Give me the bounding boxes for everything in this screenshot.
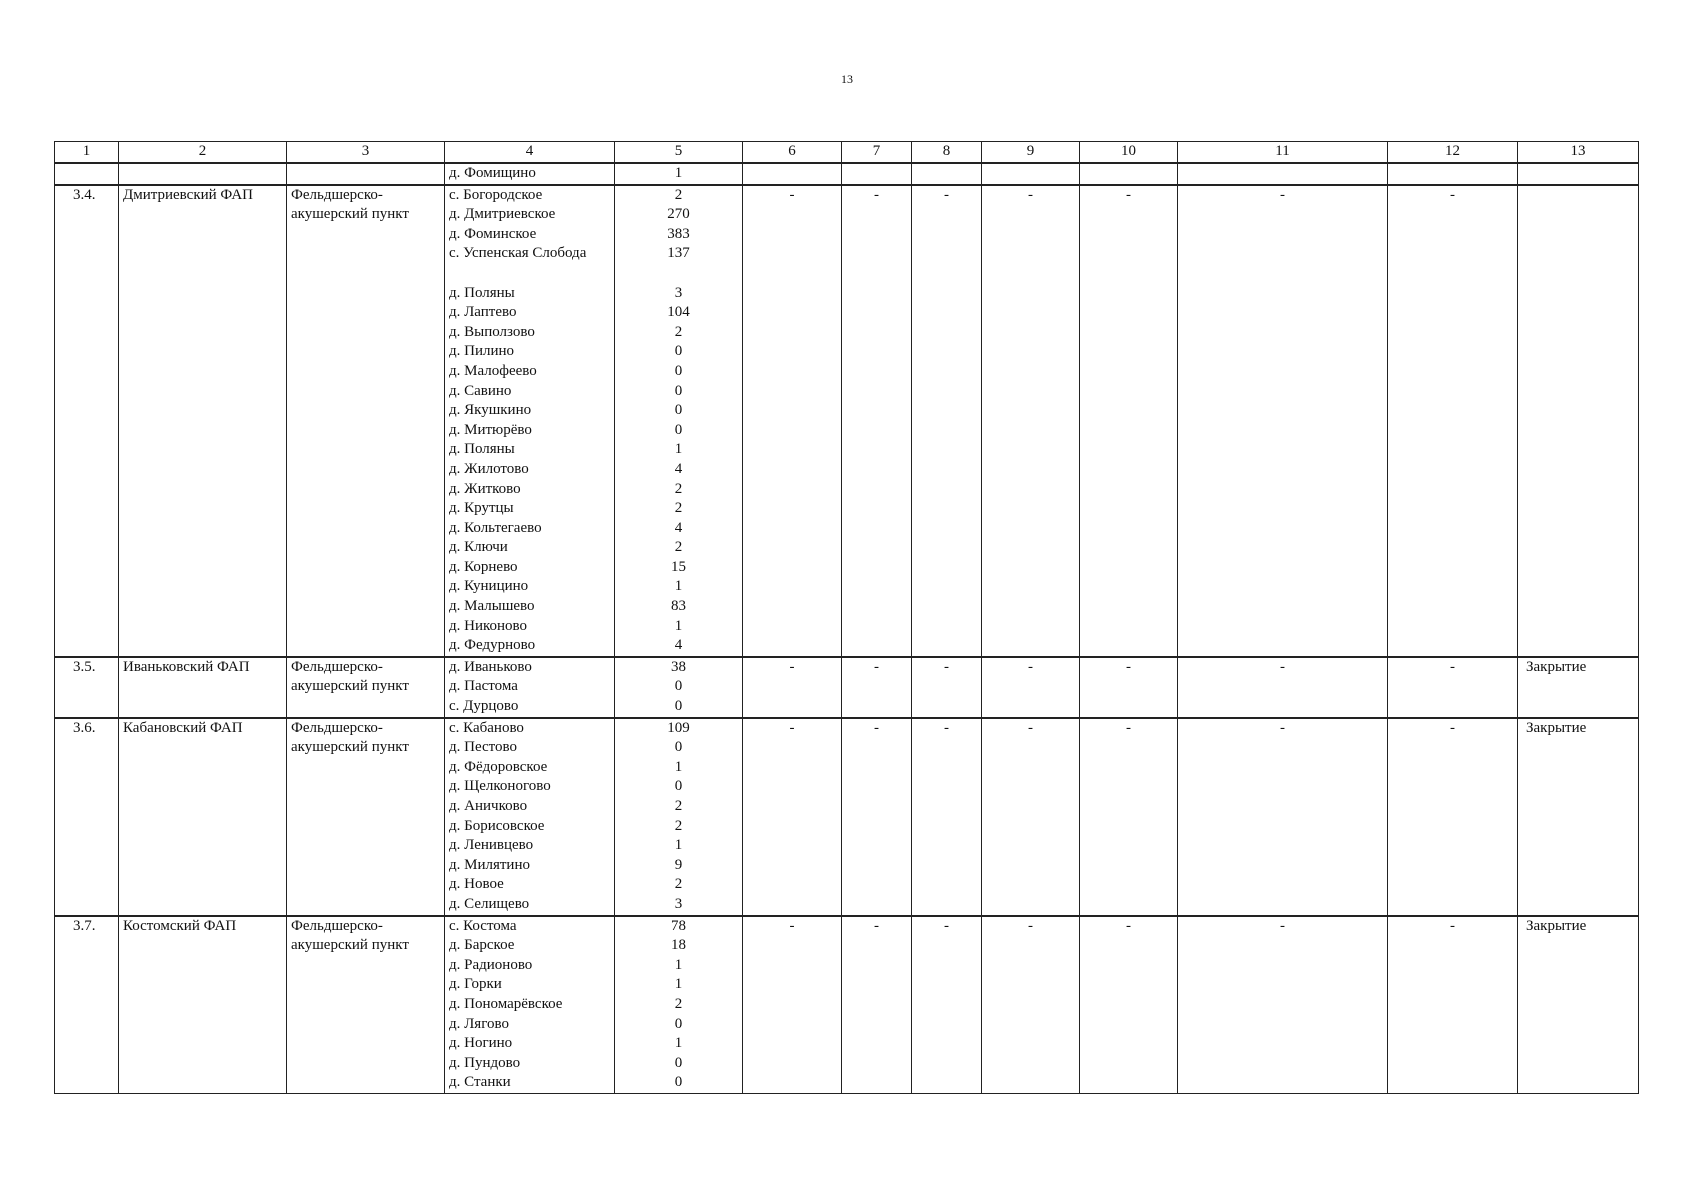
dash-cell: - [982, 916, 1080, 1094]
population-value: 4 [674, 519, 683, 536]
settlement-name: с. Успенская Слобода [449, 245, 587, 262]
note-cell: Закрытие [1518, 916, 1639, 1094]
facility-type: Фельдшерско-акушерский пункт [287, 185, 445, 657]
settlement-name: д. Лаптево [449, 304, 517, 321]
settlement-name: д. Савино [449, 382, 512, 399]
settlement-name: д. Ленивцево [449, 837, 534, 854]
settlements-cell [445, 718, 615, 916]
settlement-name: д. Фёдоровское [449, 758, 548, 775]
population-value: 1 [674, 1035, 683, 1052]
dash-cell: - [912, 916, 982, 1094]
population-value: 2 [674, 186, 683, 203]
population-value: 1 [674, 837, 683, 854]
settlement-name: д. Горки [449, 976, 502, 993]
population-value: 38 [671, 658, 686, 675]
settlement-name: д. Пилино [449, 343, 515, 360]
settlement-name: д. Ногино [449, 1035, 513, 1052]
header-cell: 10 [1080, 142, 1178, 164]
population-value: 0 [674, 1015, 683, 1032]
dash-cell: - [1178, 185, 1388, 657]
header-cell: 7 [842, 142, 912, 164]
facility-number: 3.4. [55, 185, 119, 657]
population-value: 4 [674, 460, 683, 477]
header-cell: 11 [1178, 142, 1388, 164]
page-number: 13 [841, 72, 853, 86]
population-value: 1 [674, 617, 683, 634]
dash-cell: - [842, 916, 912, 1094]
settlement-name: д. Лягово [449, 1015, 509, 1032]
population-value: 0 [674, 343, 683, 360]
settlement-name: д. Аничково [449, 798, 528, 814]
settlement-name: д. Фоминское [449, 225, 537, 242]
header-cell: 12 [1388, 142, 1518, 164]
settlement-name: д. Поляны [449, 284, 515, 301]
settlement-name: д. Крутцы [449, 500, 514, 517]
dash-cell: - [1178, 718, 1388, 916]
note-cell: Закрытие [1518, 657, 1639, 718]
facility-type: Фельдшерско-акушерский пункт [287, 718, 445, 916]
population-value: 2 [674, 798, 683, 814]
settlement-name: д. Фомищино [445, 163, 615, 185]
population-value: 0 [674, 698, 683, 715]
settlement-name: д. Никоново [449, 617, 528, 634]
population-value: 18 [671, 937, 686, 954]
dash-cell: - [1388, 916, 1518, 1094]
facility-row [55, 657, 1639, 718]
population-value: 0 [674, 739, 683, 756]
facilities-table [54, 141, 1639, 1094]
header-cell: 5 [615, 142, 743, 164]
settlement-name: д. Поляны [449, 441, 515, 458]
settlement-name: д. Жилотово [449, 460, 529, 477]
facility-name: Костомский ФАП [119, 916, 287, 1094]
population-value: 0 [674, 778, 683, 795]
dash-cell: - [743, 185, 842, 657]
header-cell: 6 [743, 142, 842, 164]
settlement-name: с. Богородское [449, 186, 543, 203]
dash-cell: - [842, 657, 912, 718]
population-value: 2 [674, 323, 683, 340]
settlements-cell [445, 185, 615, 657]
population-value: 4 [674, 637, 683, 654]
header-cell: 9 [982, 142, 1080, 164]
population-value: 0 [674, 1074, 683, 1091]
continuation-row [55, 163, 1639, 185]
settlement-name: д. Малышево [449, 598, 535, 615]
dash-cell: - [1080, 657, 1178, 718]
settlement-name: д. Новое [449, 876, 504, 893]
facility-type: Фельдшерско-акушерский пункт [287, 916, 445, 1094]
population-value: 2 [674, 539, 683, 556]
header-cell: 13 [1518, 142, 1639, 164]
settlement-name: д. Выползово [449, 323, 535, 340]
settlement-name: д. Барское [449, 937, 515, 954]
settlement-name: д. Пундово [449, 1054, 521, 1071]
settlement-name: д. Малофеево [449, 362, 537, 379]
dash-cell: - [743, 657, 842, 718]
dash-cell: - [1080, 718, 1178, 916]
population-value: 1 [674, 758, 683, 775]
population-value: 270 [667, 206, 690, 223]
settlement-name: д. Радионово [449, 956, 533, 973]
dash-cell: - [982, 185, 1080, 657]
population-value: 1 [615, 163, 743, 185]
facility-number: 3.6. [55, 718, 119, 916]
population-value: 2 [674, 500, 683, 517]
settlement-name: д. Якушкино [449, 402, 532, 419]
settlement-name: д. Ключи [449, 539, 508, 556]
settlement-name: д. Пестово [449, 739, 517, 756]
dash-cell: - [1388, 718, 1518, 916]
dash-cell: - [982, 657, 1080, 718]
population-cell [615, 657, 743, 718]
population-value: 1 [674, 441, 683, 458]
population-cell [615, 916, 743, 1094]
settlement-name: д. Корнево [449, 558, 518, 575]
population-value: 9 [674, 856, 683, 873]
population-value: 83 [671, 598, 686, 615]
facility-row [55, 916, 1639, 1094]
settlement-name: д. Иваньково [449, 658, 532, 675]
settlement-name: д. Борисовское [449, 817, 545, 834]
settlement-name: д. Федурново [449, 637, 536, 654]
population-cell [615, 185, 743, 657]
population-value: 0 [674, 362, 683, 379]
population-value: 0 [674, 382, 683, 399]
dash-cell: - [842, 185, 912, 657]
facility-name: Кабановский ФАП [119, 718, 287, 916]
header-cell: 1 [55, 142, 119, 164]
population-value: 0 [674, 678, 683, 695]
settlement-name: д. Селищево [449, 895, 530, 912]
facility-type: Фельдшерско-акушерский пункт [287, 657, 445, 718]
dash-cell: - [982, 718, 1080, 916]
dash-cell: - [1080, 185, 1178, 657]
note-cell [1518, 185, 1639, 657]
settlement-name: д. Митюрёво [449, 421, 532, 438]
population-value: 0 [674, 421, 683, 438]
population-value: 3 [674, 895, 683, 912]
population-value: 104 [667, 304, 690, 321]
settlement-name: д. Пастома [449, 678, 518, 695]
population-value: 383 [667, 225, 690, 242]
settlement-name: д. Житково [449, 480, 521, 497]
population-value: 0 [674, 1054, 683, 1071]
settlement-name: с. Костома [449, 917, 517, 934]
settlement-name: д. Щелконогово [449, 778, 551, 795]
settlement-name: д. Пономарёвское [449, 995, 563, 1012]
population-value: 137 [667, 245, 690, 262]
settlement-name: с. Дурцово [449, 698, 519, 715]
settlement-name: д. Кольтегаево [449, 519, 542, 536]
population-value: 2 [674, 876, 683, 893]
header-cell: 2 [119, 142, 287, 164]
population-value: 1 [674, 956, 683, 973]
header-cell: 8 [912, 142, 982, 164]
facility-row [55, 185, 1639, 657]
settlement-name: с. Кабаново [449, 719, 524, 736]
facility-number: 3.5. [55, 657, 119, 718]
settlements-cell [445, 657, 615, 718]
settlement-name: д. Куницино [449, 578, 529, 595]
facility-number: 3.7. [55, 916, 119, 1094]
population-value: 2 [674, 480, 683, 497]
dash-cell: - [743, 916, 842, 1094]
settlement-name: д. Дмитриевское [449, 206, 556, 223]
population-value: 1 [674, 578, 683, 595]
header-cell: 4 [445, 142, 615, 164]
facility-name: Дмитриевский ФАП [119, 185, 287, 657]
population-value: 109 [667, 719, 690, 736]
facility-name: Иваньковский ФАП [119, 657, 287, 718]
facility-row [55, 718, 1639, 916]
dash-cell: - [1388, 185, 1518, 657]
settlement-name: д. Милятино [449, 856, 530, 873]
dash-cell: - [912, 185, 982, 657]
dash-cell: - [1080, 916, 1178, 1094]
dash-cell: - [842, 718, 912, 916]
dash-cell: - [1388, 657, 1518, 718]
population-value: 15 [671, 558, 686, 575]
settlement-name: д. Станки [449, 1074, 511, 1091]
population-cell [615, 718, 743, 916]
note-cell: Закрытие [1518, 718, 1639, 916]
dash-cell: - [912, 657, 982, 718]
dash-cell: - [1178, 657, 1388, 718]
dash-cell: - [743, 718, 842, 916]
settlements-cell [445, 916, 615, 1094]
population-value: 2 [674, 995, 683, 1012]
dash-cell: - [912, 718, 982, 916]
population-value: 78 [671, 917, 686, 934]
dash-cell: - [1178, 916, 1388, 1094]
population-value: 0 [674, 402, 683, 419]
population-value: 3 [674, 284, 683, 301]
header-cell: 3 [287, 142, 445, 164]
population-value: 2 [674, 817, 683, 834]
population-value: 1 [674, 976, 683, 993]
header-row [55, 142, 1639, 164]
